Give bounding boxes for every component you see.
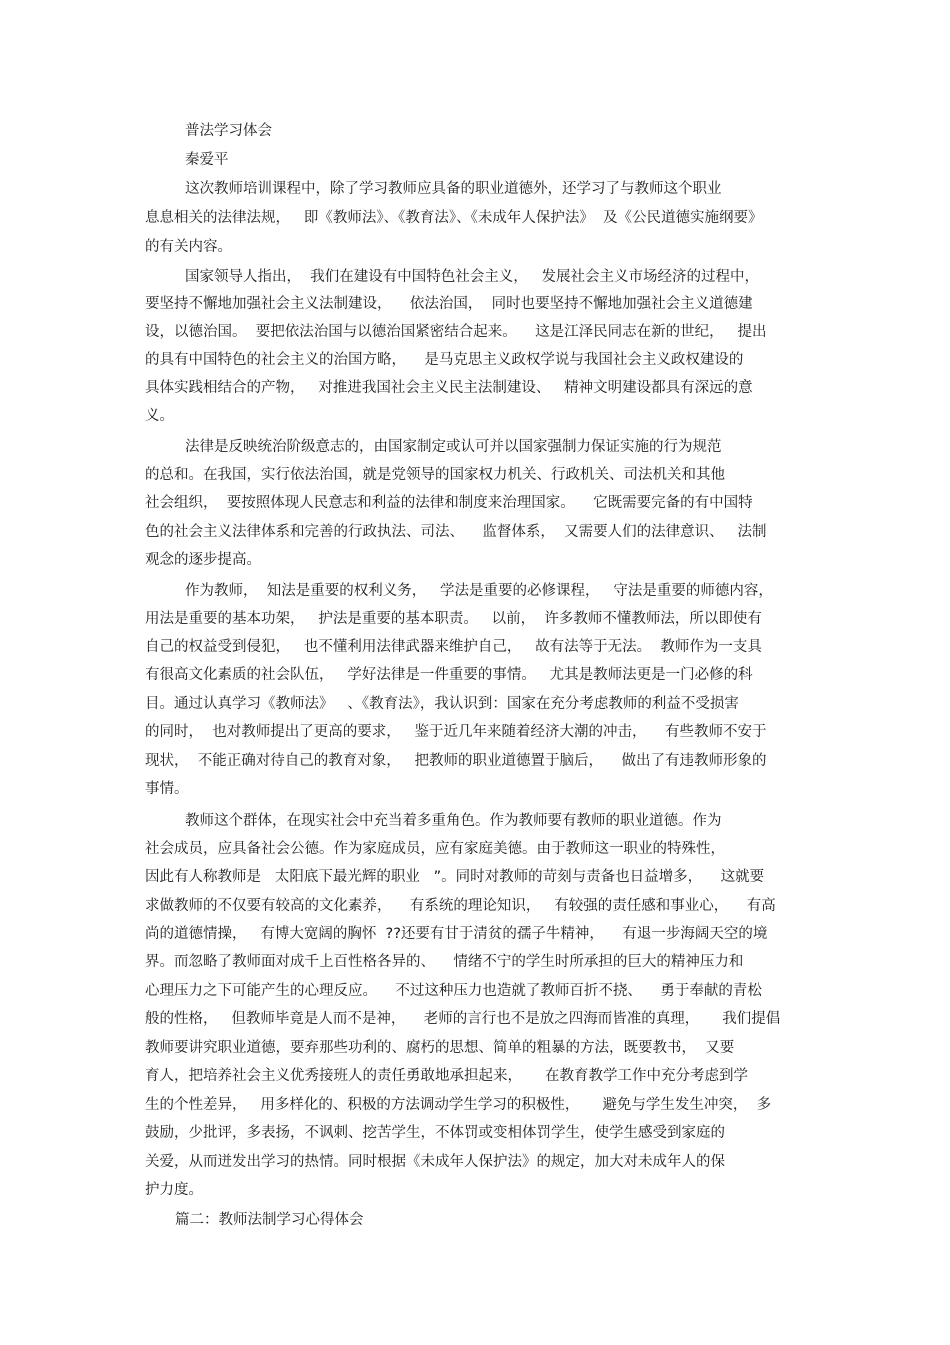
body-line: 的同时， 也对教师提出了更高的要求， 鉴于近几年来随着经济大潮的冲击， 有些教师不安于 (145, 724, 767, 740)
body-line: 义。 (145, 408, 174, 424)
body-line: 求做教师的不仅要有较高的文化素养， 有系统的理论知识， 有较强的责任感和事业心， 有高 (145, 898, 776, 914)
document-author: 秦爱平 (185, 152, 229, 168)
body-line: 设，以德治国。 要把依法治国与以德治国紧密结合起来。 这是江泽民同志在新的世纪， 提出 (145, 324, 767, 340)
body-line: 要坚持不懈地加强社会主义法制建设， 依法治国， 同时也要坚持不懈地加强社会主义道德建 (145, 296, 753, 312)
body-line: 自己的权益受到侵犯， 也不懂利用法律武器来维护自己， 故有法等于无法。 教师作为一支具 (145, 639, 762, 655)
body-line: 色的社会主义法律体系和完善的行政执法、司法、 监督体系， 又需要人们的法律意识、 法制 (145, 524, 767, 540)
body-line: 息息相关的法律法规， 即《教师法》、《教育法》、《未成年人保护法》 及《公民道德实施纲要》 (145, 210, 763, 226)
body-line: 护力度。 (145, 1182, 203, 1198)
body-line: 因此有人称教师是 太阳底下最光辉的职业 ”。同时对教师的苛刻与责备也日益增多， 这就要 (145, 869, 765, 885)
body-line: 目。通过认真学习《教师法》 、《教育法》，我认识到：国家在充分考虑教师的利益不受损害 (145, 696, 739, 712)
body-line: 的有关内容。 (145, 239, 232, 255)
body-line: 关爱，从而迸发出学习的热情。同时根据《未成年人保护法》的规定，加大对未成年人的保 (145, 1154, 725, 1170)
body-line: 有很高文化素质的社会队伍， 学好法律是一件重要的事情。 尤其是教师法更是一门必修的科 (145, 667, 753, 683)
body-line: 社会成员，应具备社会公德。作为家庭成员，应有家庭美德。由于教师这一职业的特殊性， (145, 841, 725, 857)
body-line: 的总和。在我国，实行依法治国，就是党领导的国家权力机关、行政机关、司法机关和其他 (145, 467, 725, 483)
body-line: 这次教师培训课程中，除了学习教师应具备的职业道德外，还学习了与教师这个职业 (185, 181, 722, 197)
body-line: 国家领导人指出， 我们在建设有中国特色社会主义， 发展社会主义市场经济的过程中， (185, 269, 760, 285)
body-line: 具体实践相结合的产物， 对推进我国社会主义民主法制建设、 精神文明建设都具有深远的意 (145, 380, 753, 396)
body-line: 作为教师， 知法是重要的权利义务， 学法是重要的必修课程， 守法是重要的师德内容， (185, 583, 773, 599)
body-line: 教师要讲究职业道德，要弃那些功利的、腐朽的思想、简单的粗暴的方法，既要教书， 又要 (145, 1040, 735, 1056)
body-line: 社会组织， 要按照体现人民意志和利益的法律和制度来治理国家。 它既需要完备的有中国特 (145, 495, 753, 511)
body-line: 心理压力之下可能产生的心理反应。 不过这种压力也造就了教师百折不挠、 勇于奉献的青松 (145, 983, 762, 999)
body-line: 法律是反映统治阶级意志的，由国家制定或认可并以国家强制力保证实施的行为规范 (185, 439, 722, 455)
body-line: 界。而忽略了教师面对成千上百性格各异的、 情绪不宁的学生时所承担的巨大的精神压力和 (145, 954, 744, 970)
body-line: 用法是重要的基本功架， 护法是重要的基本职责。 以前， 许多教师不懂教师法，所以即使有 (145, 611, 762, 627)
body-line: 观念的逐步提高。 (145, 552, 261, 568)
body-line: 尚的道德情操， 有博大宽阔的胸怀 ??还要有甘于清贫的孺子牛精神， 有退一步海阔天空的境 (145, 926, 768, 942)
section-title: 篇二：教师法制学习心得体会 (175, 1212, 364, 1228)
body-line: 育人，把培养社会主义优秀接班人的责任勇敢地承担起来， 在教育教学工作中充分考虑到学 (145, 1068, 749, 1084)
body-line: 般的性格， 但教师毕竟是人而不是神， 老师的言行也不是放之四海而皆准的真理， 我们提倡 (145, 1011, 781, 1027)
body-line: 的具有中国特色的社会主义的治国方略， 是马克思主义政权学说与我国社会主义政权建设的 (145, 352, 744, 368)
document-title: 普法学习体会 (185, 123, 272, 139)
body-line: 现状， 不能正确对待自己的教育对象， 把教师的职业道德置于脑后， 做出了有违教师形象的 (145, 753, 767, 769)
body-line: 教师这个群体，在现实社会中充当着多重角色。作为教师要有教师的职业道德。作为 (185, 813, 722, 829)
body-line: 事情。 (145, 781, 189, 797)
body-line: 生的个性差异， 用多样化的、积极的方法调动学生学习的积极性， 避免与学生发生冲突， 多 (145, 1097, 772, 1113)
body-line: 鼓励，少批评，多表扬，不讽刺、挖苦学生，不体罚或变相体罚学生，使学生感受到家庭的 (145, 1125, 725, 1141)
